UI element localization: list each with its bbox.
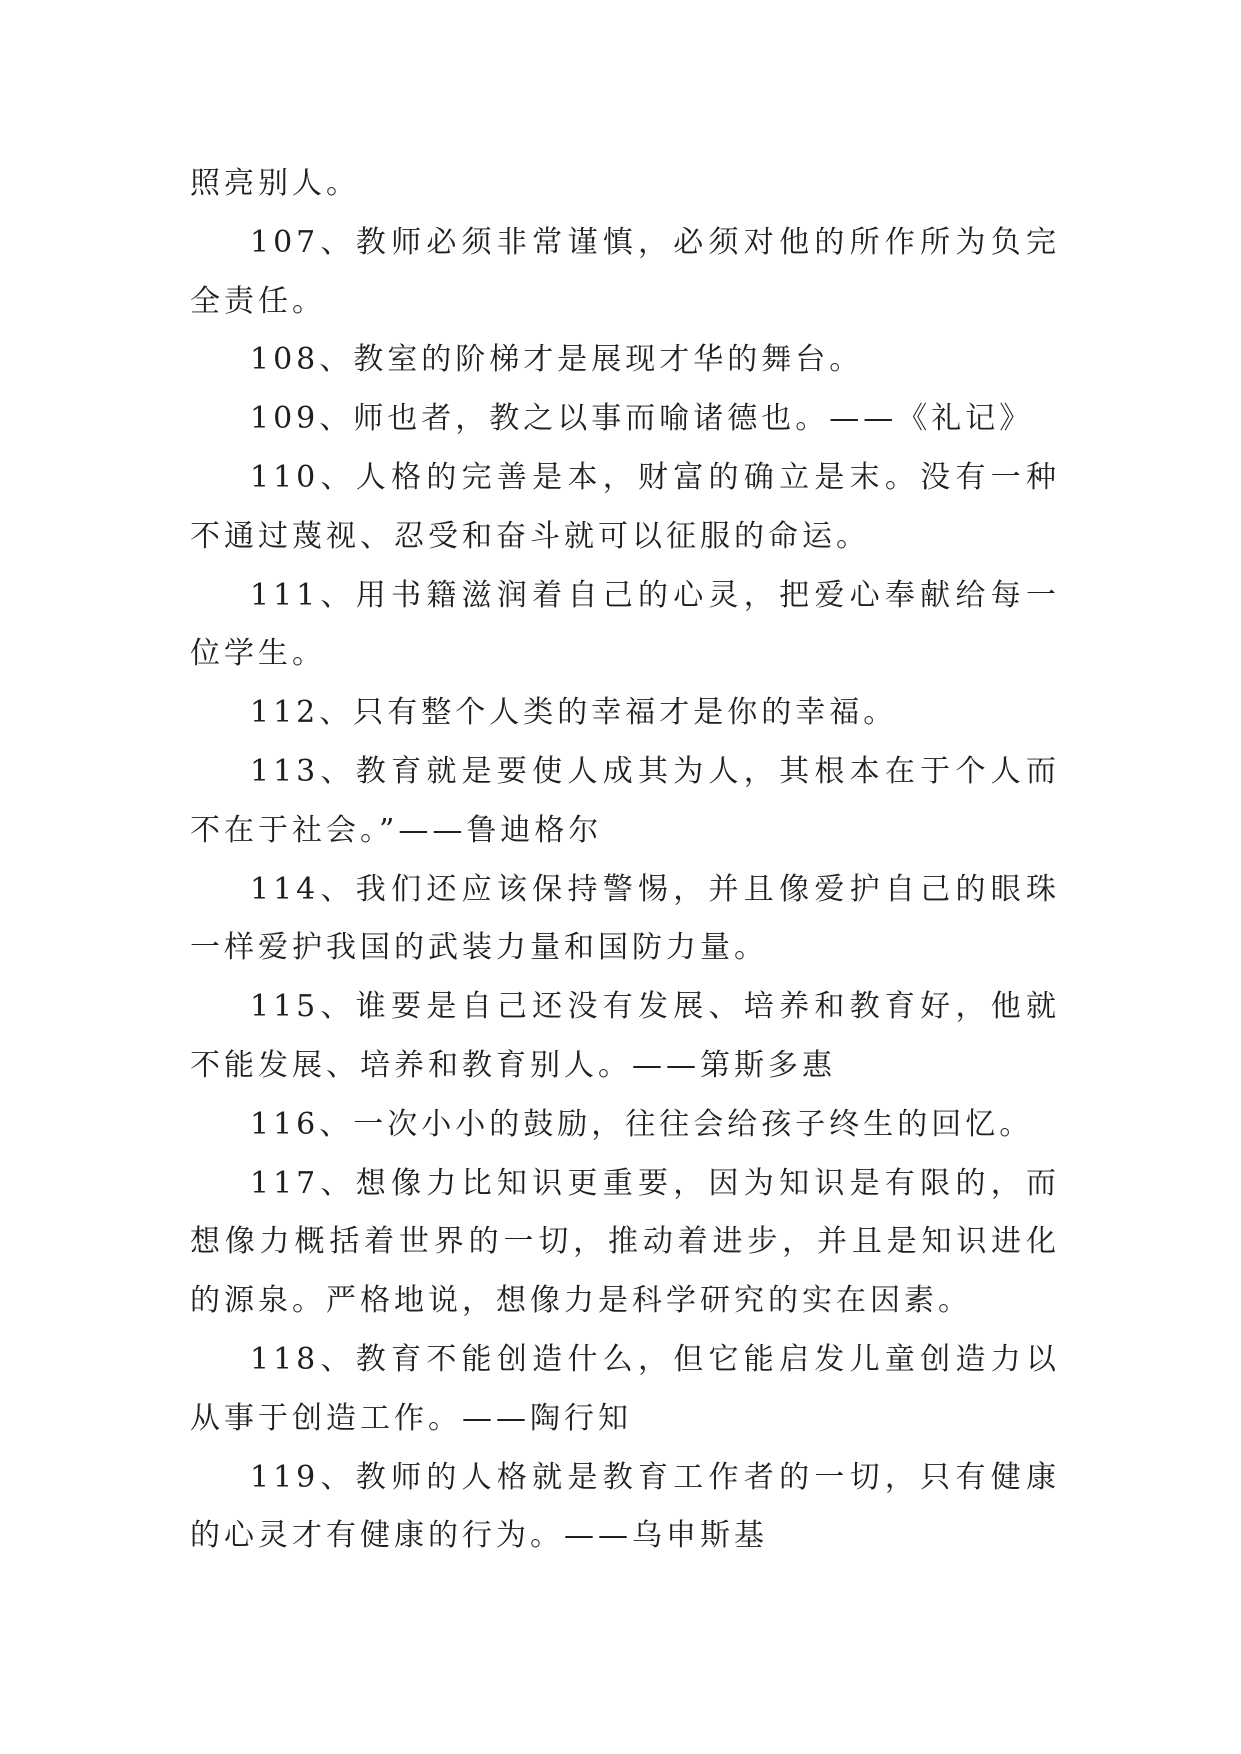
document-body (190, 155, 1060, 1566)
paragraph-118: 118、教育不能创造什么，但它能启发儿童创造力以从事于创造工作。——陶行知 (190, 1341, 1060, 1436)
paragraph-115: 115、谁要是自己还没有发展、培养和教育好，他就不能发展、培养和教育别人。——第斯多惠 (190, 989, 1060, 1083)
paragraph-111: 111、用书籍滋润着自己的心灵，把爱心奉献给每一位学生。 (190, 577, 1060, 672)
paragraph-continuation: 照亮别人。 (190, 166, 360, 201)
paragraph-112: 112、只有整个人类的幸福才是你的幸福。 (250, 695, 898, 731)
paragraph-109: 109、师也者，教之以事而喻诸德也。——《礼记》 (250, 401, 1034, 437)
paragraph-108: 108、教室的阶梯才是展现才华的舞台。 (250, 342, 864, 378)
paragraph-117: 117、想像力比知识更重要，因为知识是有限的，而想像力概括着世界的一切，推动着进步，并且是知识进化的源泉。严格地说，想像力是科学研究的实在因素。 (190, 1165, 1060, 1319)
paragraph-114: 114、我们还应该保持警惕，并且像爱护自己的眼珠一样爱护我国的武装力量和国防力量。 (190, 871, 1060, 966)
paragraph-113: 113、教育就是要使人成其为人，其根本在于个人而不在于社会。”——鲁迪格尔 (190, 753, 1060, 848)
paragraph-119: 119、教师的人格就是教育工作者的一切，只有健康的心灵才有健康的行为。——乌申斯基 (190, 1459, 1060, 1554)
paragraph-116: 116、一次小小的鼓励，往往会给孩子终生的回忆。 (250, 1106, 1034, 1142)
paragraph-110: 110、人格的完善是本，财富的确立是末。没有一种不通过蔑视、忍受和奋斗就可以征服的命运。 (190, 459, 1060, 554)
paragraph-107: 107、教师必须非常谨慎，必须对他的所作所为负完全责任。 (190, 224, 1060, 319)
